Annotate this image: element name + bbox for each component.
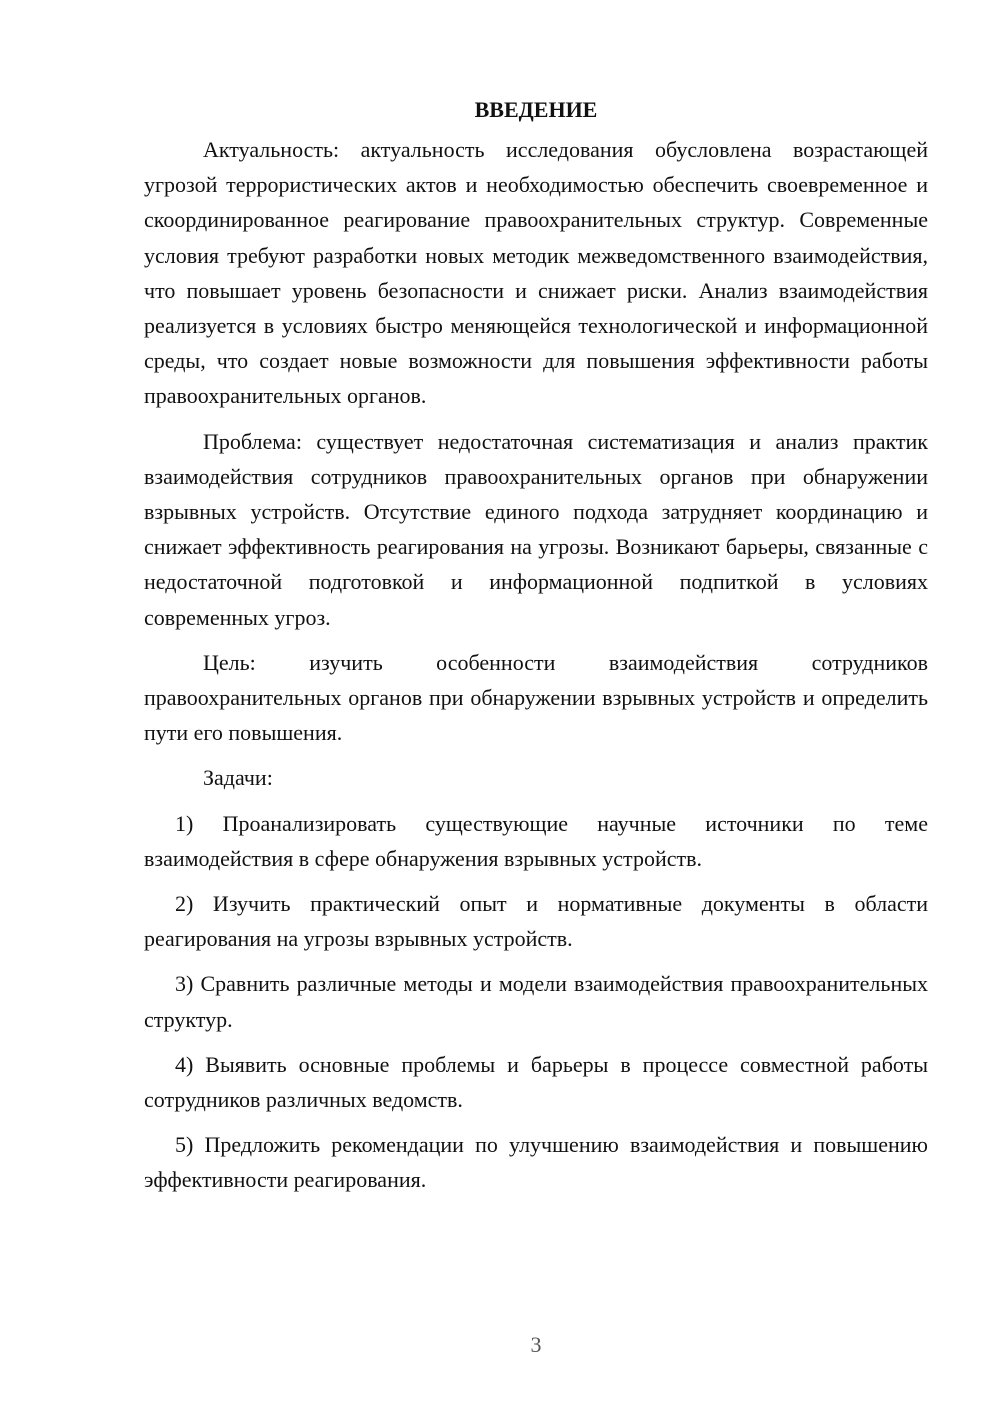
document-page	[144, 90, 928, 1208]
task-item-2: 2) Изучить практический опыт и нормативные документы в области реагирования на угрозы взрывных устройств.	[144, 891, 928, 952]
task-item-5: 5) Предложить рекомендации по улучшению взаимодействия и повышению эффективности реагирования.	[144, 1132, 928, 1193]
task-item-1: 1) Проанализировать существующие научные источники по теме взаимодействия в сфере обнаружения взрывных устройств.	[144, 810, 928, 871]
paragraph-problem: Проблема: существует недостаточная систематизация и анализ практик взаимодействия сотрудников правоохранительных органов при обнаружении взрывных устройств. Отсутствие единого подхода затрудняет координацию и снижает эффективность реагирования на угрозы. Возникают барьеры, связанные с недостаточной подготовкой и информационной подпиткой в условиях современных угроз.	[144, 428, 928, 630]
page-number: 3	[530, 1332, 542, 1357]
section-title: ВВЕДЕНИЕ	[474, 97, 598, 122]
task-item-4: 4) Выявить основные проблемы и барьеры в процессе совместной работы сотрудников различных ведомств.	[144, 1051, 928, 1113]
paragraph-relevance: Актуальность: актуальность исследования обусловлена возрастающей угрозой террористических актов и необходимостью обеспечить своевременное и скоординированное реагирование правоохранительных структур. Современные условия требуют разработки новых методик межведомственного взаимодействия, что повышает уровень безопасности и снижает риски. Анализ взаимодействия реализуется в условиях быстро меняющейся технологической и информационной среды, что создает новые возможности для повышения эффективности работы правоохранительных органов.	[144, 137, 928, 409]
paragraph-goal: Цель: изучить особенности взаимодействия сотрудников правоохранительных органов при обнаружении взрывных устройств и определить пути его повышения.	[144, 649, 928, 746]
task-item-3: 3) Сравнить различные методы и модели взаимодействия правоохранительных структур.	[144, 971, 928, 1032]
paragraph-tasks-heading: Задачи:	[203, 765, 273, 791]
